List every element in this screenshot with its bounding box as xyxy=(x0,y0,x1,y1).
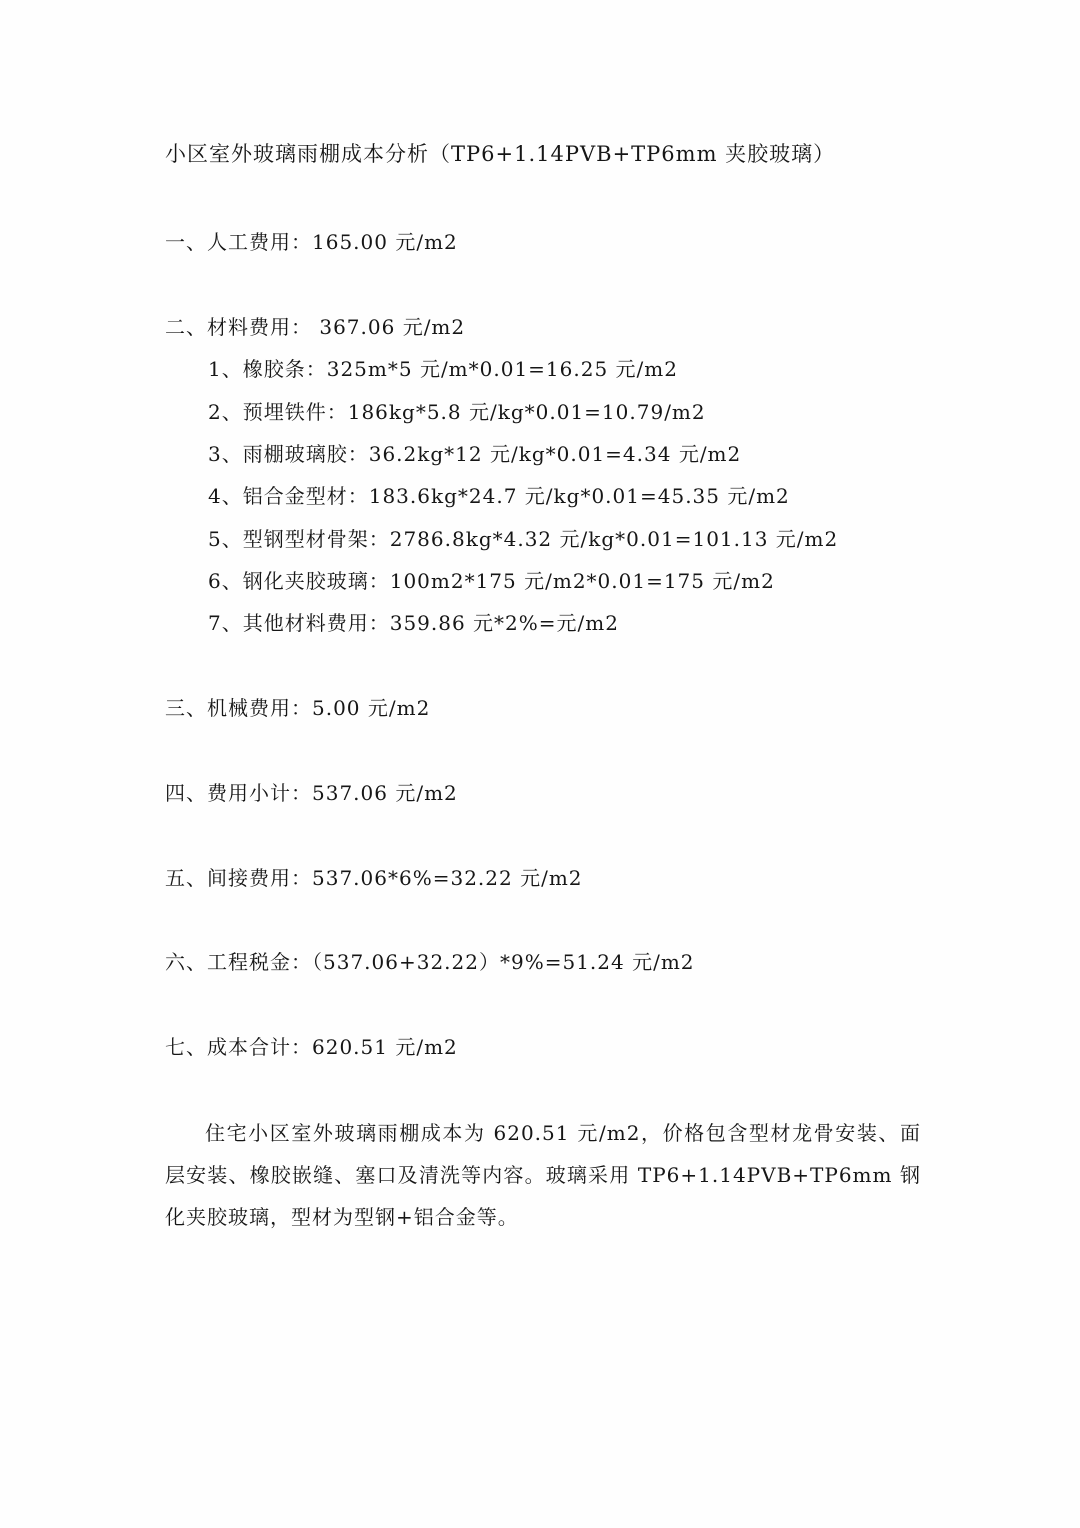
total-cost-line: 七、成本合计：620.51 元/m2 xyxy=(165,1035,458,1059)
machinery-cost-line: 三、机械费用：5.00 元/m2 xyxy=(165,696,431,720)
material-item-embedded-iron: 2、预埋铁件：186kg*5.8 元/kg*0.01=10.79/m2 xyxy=(208,400,706,424)
material-item-aluminum-profile: 4、铝合金型材：183.6kg*24.7 元/kg*0.01=45.35 元/m2 xyxy=(208,484,790,508)
indirect-cost-line: 五、间接费用：537.06*6%=32.22 元/m2 xyxy=(165,866,583,890)
tax-line: 六、工程税金：（537.06+32.22）*9%=51.24 元/m2 xyxy=(165,950,695,974)
material-item-other: 7、其他材料费用：359.86 元*2%=元/m2 xyxy=(208,611,619,635)
material-item-steel-frame: 5、型钢型材骨架：2786.8kg*4.32 元/kg*0.01=101.13 元/m2 xyxy=(208,527,839,551)
subtotal-line: 四、费用小计：537.06 元/m2 xyxy=(165,781,458,805)
document-title: 小区室外玻璃雨棚成本分析（TP6+1.14PVB+TP6mm 夹胶玻璃） xyxy=(165,142,836,166)
labor-cost-line: 一、人工费用：165.00 元/m2 xyxy=(165,230,458,254)
material-item-laminated-glass: 6、钢化夹胶玻璃：100m2*175 元/m2*0.01=175 元/m2 xyxy=(208,569,775,593)
material-cost-line: 二、材料费用： 367.06 元/m2 xyxy=(165,315,466,339)
summary-paragraph: 住宅小区室外玻璃雨棚成本为 620.51 元/m2，价格包含型材龙骨安装、面层安装、橡胶嵌缝、塞口及清洗等内容。玻璃采用 TP6+1.14PVB+TP6mm 钢化夹胶玻璃，型材为型钢+铝合金等。 xyxy=(165,1121,921,1229)
material-item-rubber-strip: 1、橡胶条：325m*5 元/m*0.01=16.25 元/m2 xyxy=(208,357,678,381)
material-item-glass-sealant: 3、雨棚玻璃胶：36.2kg*12 元/kg*0.01=4.34 元/m2 xyxy=(208,442,742,466)
